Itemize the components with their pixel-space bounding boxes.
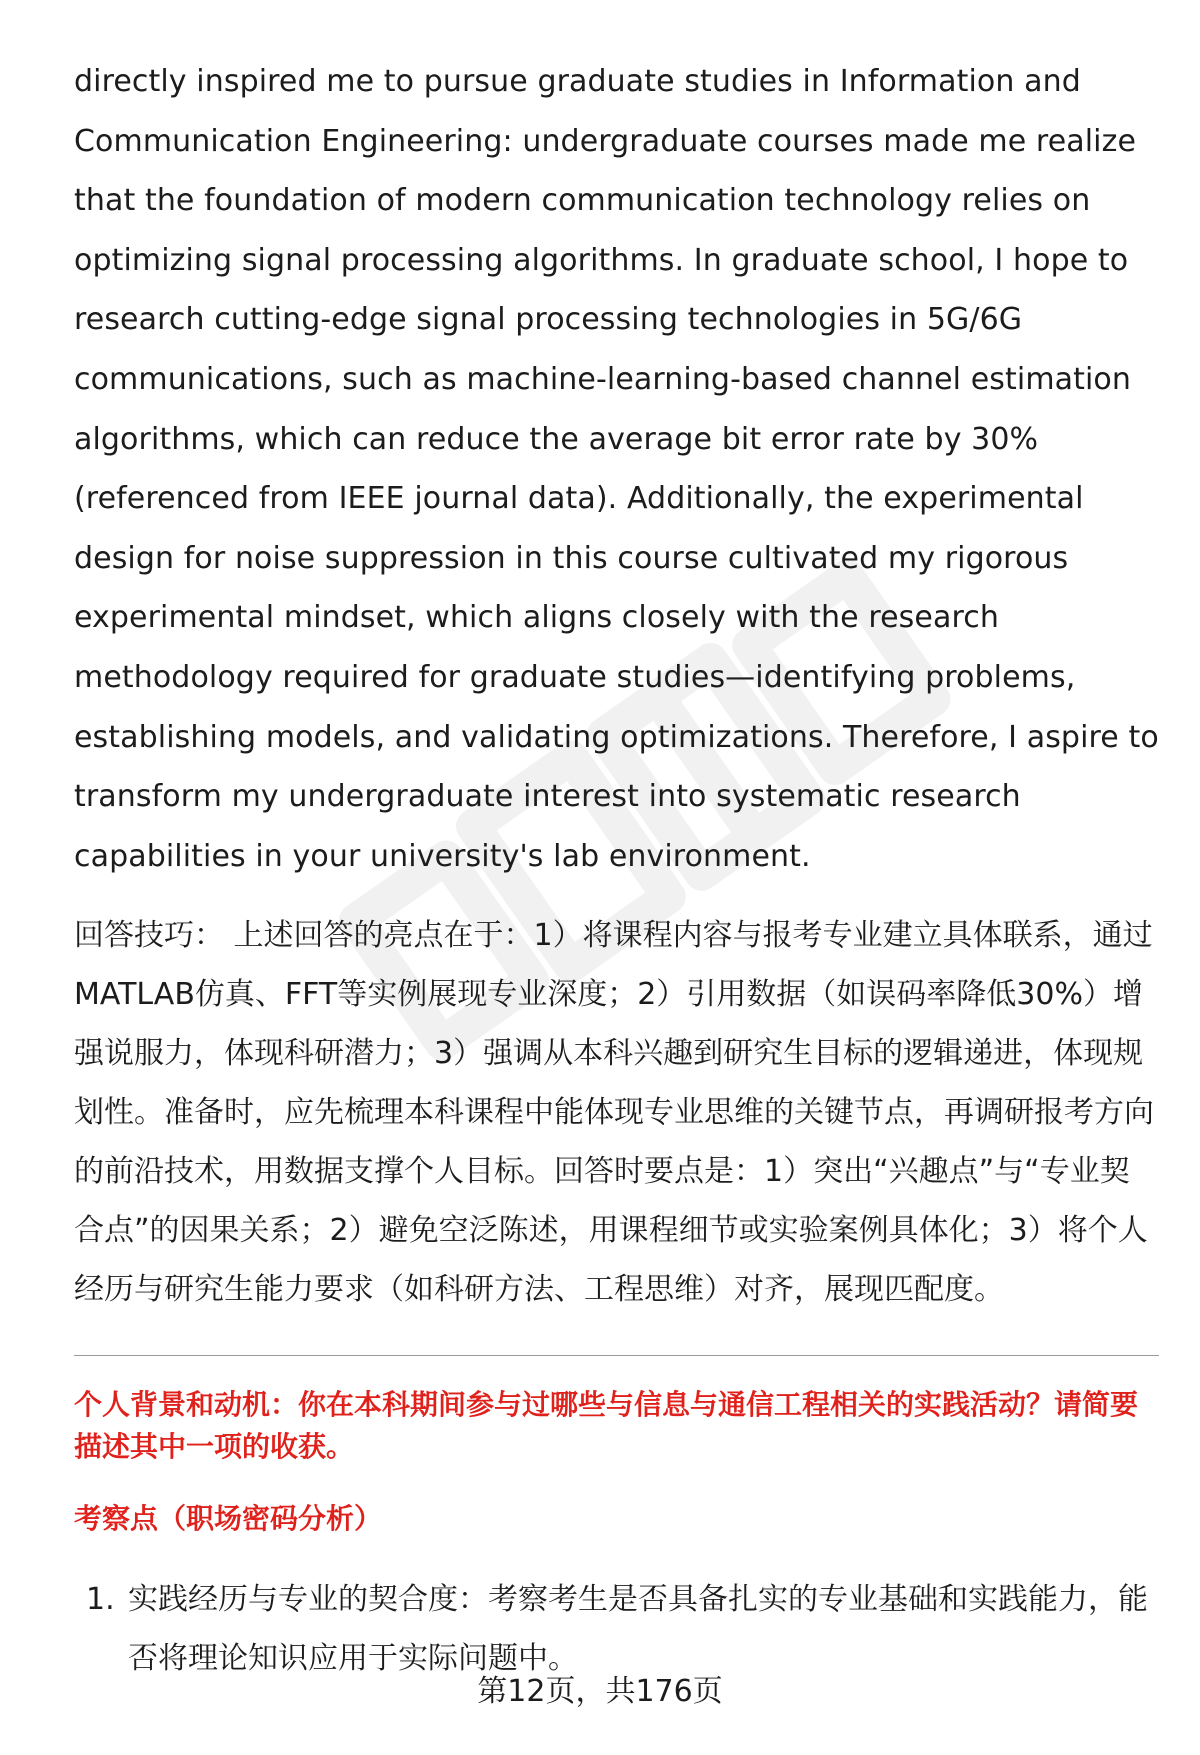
question-heading: 个人背景和动机：你在本科期间参与过哪些与信息与通信工程相关的实践活动？请简要描述其中一项的收获。 <box>74 1388 1139 1464</box>
page-footer: 第12页，共176页 <box>477 1674 723 1709</box>
list-item-text: 实践经历与专业的契合度：考察考生是否具备扎实的专业基础和实践能力，能否将理论知识应用于实际问题中。 <box>128 1582 1148 1677</box>
list-item-number: 1. <box>86 1582 115 1618</box>
answer-tips: 回答技巧： 上述回答的亮点在于：1）将课程内容与报考专业建立具体联系，通过MATLAB仿真、FFT等实例展现专业深度；2）引用数据（如误码率降低30%）增强说服力，体现科研潜力；3）强调从本科兴趣到研究生目标的逻辑递进，体现规划性。准备时，应先梳理本科课程中能体现专业思维的关键节点，再调研报考方向的前沿技术，用数据支撑个人目标。回答时要点是：1）突出“兴趣点”与“专业契合点”的因果关系；2）避免空泛陈述，用课程细节或实验案例具体化；3）将个人经历与研究生能力要求（如科研方法、工程思维）对齐，展现匹配度。 <box>74 918 1154 1308</box>
answer-paragraph: directly inspired me to pursue graduate studies in Information and Communication Engineering: undergraduate courses made me realize that the foundation of modern communication technology relies on optimizing signal processing algorithms. In graduate school, I hope to research cutting-edge signal processing technologies in 5G/6G communications, such as machine-learning-based channel estimation algorithms, which can reduce the average bit error rate by 30% (referenced from IEEE journal data). Additionally, the experimental design for noise suppression in this course cultivated my rigorous experimental mindset, which aligns closely with the research methodology required for graduate studies—identifying problems, establishing models, and validating optimizations. Therefore, I aspire to transform my undergraduate interest into systematic research capabilities in your university's lab environment. <box>74 64 1159 874</box>
assessment-heading: 考察点（职场密码分析） <box>74 1502 383 1536</box>
assessment-list <box>74 1570 1159 1688</box>
section-divider <box>74 1355 1159 1356</box>
page-content <box>74 52 1159 1688</box>
list-item <box>74 1570 1159 1688</box>
